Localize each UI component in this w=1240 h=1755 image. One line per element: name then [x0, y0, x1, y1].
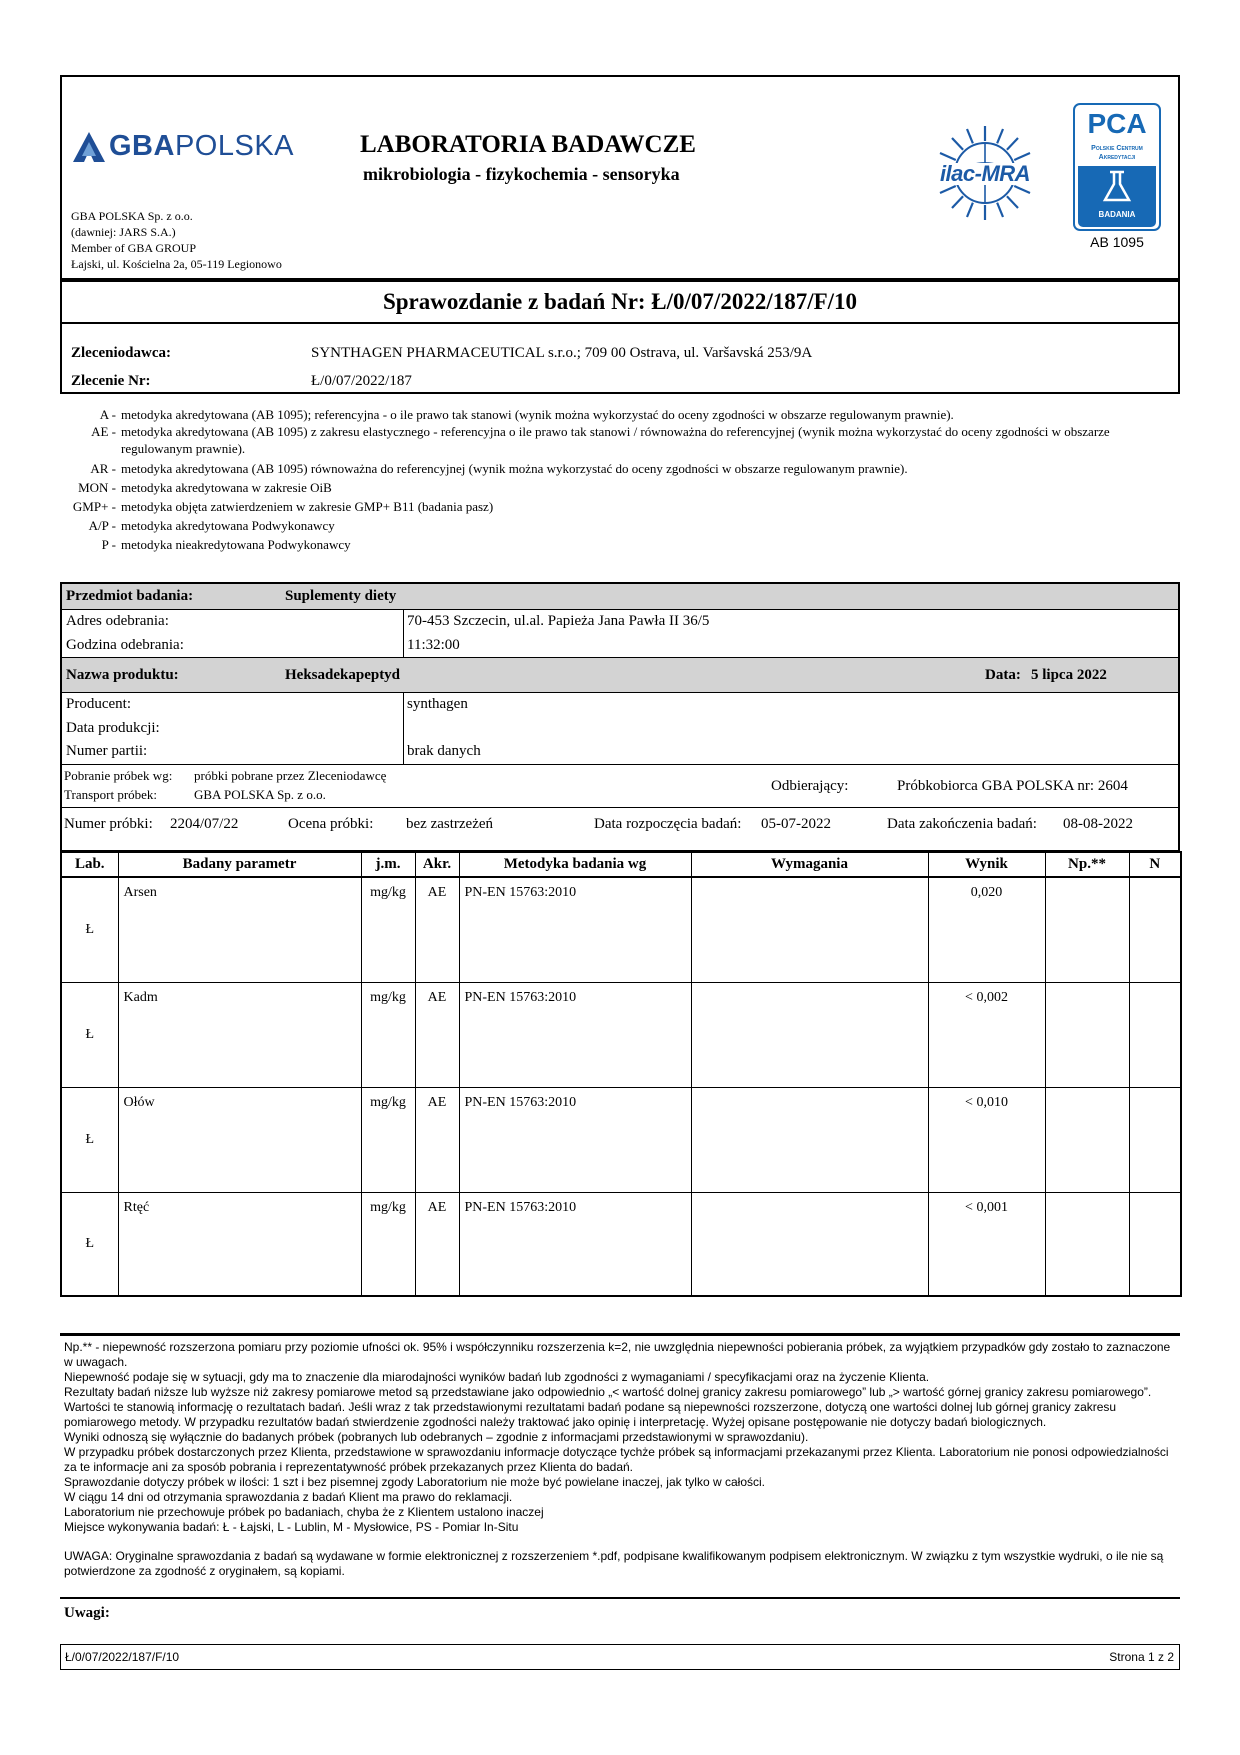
assessment-label: Ocena próbki: — [288, 816, 374, 832]
subject-row — [62, 584, 1178, 609]
cell-param: Ołów — [118, 1087, 361, 1192]
client-label: Zleceniodawca: — [71, 345, 171, 361]
cell-np — [1045, 1192, 1129, 1296]
col-header: Metodyka badania wg — [459, 852, 691, 877]
transport-label: Transport próbek: — [64, 787, 158, 802]
cell-result: < 0,002 — [928, 982, 1045, 1087]
start-label: Data rozpoczęcia badań: — [594, 816, 742, 832]
cell-n — [1129, 982, 1181, 1087]
start-value: 05-07-2022 — [761, 816, 831, 832]
note-line: Niepewność podaje się w sytuacji, gdy ma to znaczenie dla miarodajności wyników badań lub zgodności z wymaganiami / specyfikacjami oraz na życzenie Klienta. — [64, 1370, 930, 1384]
cell-akr: AE — [415, 982, 459, 1087]
col-header: Badany parametr — [118, 852, 361, 877]
table-row — [61, 877, 1181, 982]
note-line: Rezultaty badań niższe lub wyższe niż zakresy pomiarowe metod są przedstawiane jako odpowiednio „< wartość dolnej granicy zakresu pomiarowego” lub „> wartość górnej granicy zakresu pomiarowego”. Wartości te stanowią informację o rezultatach badań. Jeśli wraz z tak przedstawionymi rezultatami badań podane są niepewności rozszerzone, dotyczą one wartości dolnej lub górnej granicy zakresu pomiarowego metody. W przypadku rezultatów badań stwierdzenie zgodności należy traktować jako opinię i interpretację. Wyżej opisane postępowanie nie dotyczy badań biologicznych. — [64, 1385, 1152, 1429]
legend-text: metodyka akredytowana (AB 1095) z zakresu elastycznego - referencyjna o ile prawo tak stanowi / równoważna do referencyjnej (wynik można wykorzystać do oceny zgodności w obszarze regulowanym prawnie). — [121, 424, 1110, 456]
end-label: Data zakończenia badań: — [887, 816, 1037, 832]
table-row — [61, 1192, 1181, 1296]
col-header: N — [1129, 852, 1181, 877]
cell-n — [1129, 877, 1181, 982]
legend-code: A/P - — [88, 518, 116, 533]
legend-code: MON - — [78, 480, 116, 495]
company-line: GBA POLSKA Sp. z o.o. — [71, 209, 193, 223]
pca-badge — [1078, 166, 1156, 227]
note-line: Sprawozdanie dotyczy próbek w ilości: 1 szt i bez pisemnej zgody Laboratorium nie może być powielane inaczej, jak tylko w całości. — [64, 1475, 765, 1489]
cell-akr: AE — [415, 1192, 459, 1296]
legend-text: metodyka akredytowana w zakresie OiB — [121, 480, 332, 495]
divider — [60, 807, 1180, 808]
divider — [60, 692, 1180, 693]
pca-badania: BADANIA — [1098, 210, 1136, 219]
receiver-label: Odbierający: — [771, 778, 849, 794]
receiver-value: Próbkobiorca GBA POLSKA nr: 2604 — [897, 778, 1128, 794]
pca-title: PCA — [1087, 108, 1147, 139]
logo-text-bold: GBA — [109, 130, 175, 162]
cell-akr: AE — [415, 877, 459, 982]
footer-report-no: Ł/0/07/2022/187/F/10 — [65, 1650, 180, 1664]
legend — [60, 406, 1170, 553]
legend-code: GMP+ - — [72, 499, 116, 514]
results-table — [60, 851, 1182, 1297]
company-line: Member of GBA GROUP — [71, 241, 196, 255]
col-header: j.m. — [361, 852, 415, 877]
cell-method: PN-EN 15763:2010 — [459, 1192, 691, 1296]
note-line: W ciągu 14 dni od otrzymania sprawozdania z badań Klient ma prawo do reklamacji. — [64, 1490, 513, 1504]
pca-sub2: Akredytacji — [1098, 154, 1136, 161]
client-value: SYNTHAGEN PHARMACEUTICAL s.r.o.; 709 00 Ostrava, ul. Varšavská 253/9A — [311, 345, 813, 361]
legend-text: metodyka akredytowana Podwykonawcy — [121, 518, 335, 533]
divider — [60, 609, 1180, 610]
footer-page: Strona 1 z 2 — [1109, 1650, 1174, 1664]
col-header: Wynik — [928, 852, 1045, 877]
order-label: Zlecenie Nr: — [71, 373, 151, 389]
cell-method: PN-EN 15763:2010 — [459, 877, 691, 982]
cell-n — [1129, 1087, 1181, 1192]
legend-text: metodyka objęta zatwierdzeniem w zakresie GMP+ B11 (badania pasz) — [121, 499, 494, 514]
batch-value: brak danych — [407, 743, 481, 759]
address-label: Adres odebrania: — [66, 613, 169, 629]
notes-top-rule — [60, 1333, 1180, 1336]
cell-lab: Ł — [61, 877, 118, 982]
cell-lab: Ł — [61, 982, 118, 1087]
legend-code: A - — [99, 407, 116, 422]
cell-req — [691, 877, 928, 982]
table-header-row — [61, 852, 1181, 877]
note-line: Laboratorium nie przechowuje próbek po badaniach, chyba że z Klientem ustalono inaczej — [64, 1505, 544, 1519]
remarks-rule — [60, 1597, 1180, 1599]
logo-text-light: POLSKA — [174, 130, 295, 162]
transport-value: GBA POLSKA Sp. z o.o. — [194, 787, 326, 802]
cell-akr: AE — [415, 1087, 459, 1192]
sampling-label: Pobranie próbek wg: — [64, 768, 173, 783]
pca-logo — [1073, 103, 1161, 231]
cell-result: < 0,010 — [928, 1087, 1045, 1192]
legend-code: AE - — [91, 424, 116, 439]
ilac-text: ilac-MRA — [939, 161, 1031, 186]
note-line: W przypadku próbek dostarczonych przez Klienta, przedstawione w sprawozdaniu informacje dotyczące tychże próbek są informacjami przekazanymi przez Klienta. Laboratorium nie ponosi odpowiedzialności za te informacje ani za sposób pobrania i reprezentatywność próbek przekazanych przez Klienta do badań. — [64, 1445, 1169, 1474]
company-line: (dawniej: JARS S.A.) — [71, 225, 176, 239]
sampling-value: próbki pobrane przez Zleceniodawcę — [194, 768, 387, 783]
company-line: Łajski, ul. Kościelna 2a, 05-119 Legionowo — [71, 257, 282, 271]
product-label: Nazwa produktu: — [66, 667, 179, 683]
cell-lab: Ł — [61, 1087, 118, 1192]
cell-result: < 0,001 — [928, 1192, 1045, 1296]
company-info — [71, 208, 282, 272]
cell-req — [691, 1192, 928, 1296]
cell-method: PN-EN 15763:2010 — [459, 1087, 691, 1192]
legend-code: AR - — [90, 461, 116, 476]
divider — [403, 692, 404, 764]
cell-result: 0,020 — [928, 877, 1045, 982]
prod-date-label: Data produkcji: — [66, 720, 160, 736]
cell-unit: mg/kg — [361, 982, 415, 1087]
cell-req — [691, 982, 928, 1087]
ab-number: AB 1095 — [1090, 234, 1144, 250]
order-value: Ł/0/07/2022/187 — [311, 373, 412, 389]
subject-label: Przedmiot badania: — [66, 588, 194, 604]
cell-param: Arsen — [118, 877, 361, 982]
sample-no-value: 2204/07/22 — [170, 816, 239, 832]
col-header: Wymagania — [691, 852, 928, 877]
lab-title: LABORATORIA BADAWCZE — [360, 131, 696, 158]
cell-param: Kadm — [118, 982, 361, 1087]
cell-np — [1045, 1087, 1129, 1192]
table-row — [61, 1087, 1181, 1192]
cell-n — [1129, 1192, 1181, 1296]
ilac-mra-logo — [928, 123, 1042, 223]
cell-lab: Ł — [61, 1192, 118, 1296]
legend-text: metodyka akredytowana (AB 1095); referencyjna - o ile prawo tak stanowi (wynik można wykorzystać do oceny zgodności w obszarze regulowanym prawnie). — [121, 407, 954, 422]
time-label: Godzina odebrania: — [66, 637, 184, 653]
flask-icon — [1078, 166, 1156, 211]
producer-value: synthagen — [407, 696, 468, 712]
table-row — [61, 982, 1181, 1087]
cell-unit: mg/kg — [361, 1087, 415, 1192]
cell-param: Rtęć — [118, 1192, 361, 1296]
notes — [64, 1340, 1172, 1579]
warning-text: UWAGA: Oryginalne sprawozdania z badań są wydawane w formie elektronicznej z rozszerzeniem *.pdf, podpisane kwalifikowanym podpisem elektronicznym. W związku z tym wszystkie wydruki, o ile nie są potwierdzone za zgodność z oryginałem, są kopiami. — [64, 1549, 1164, 1578]
assessment-value: bez zastrzeżeń — [406, 816, 494, 832]
cell-method: PN-EN 15763:2010 — [459, 982, 691, 1087]
cell-req — [691, 1087, 928, 1192]
producer-label: Producent: — [66, 696, 131, 712]
note-line: Miejsce wykonywania badań: Ł - Łajski, L - Lublin, M - Mysłowice, PS - Pomiar In-Situ — [64, 1520, 519, 1534]
cell-unit: mg/kg — [361, 877, 415, 982]
divider — [60, 764, 1180, 765]
date-label: Data: — [985, 667, 1021, 683]
address-value: 70-453 Szczecin, ul.al. Papieża Jana Pawła II 36/5 — [407, 613, 710, 629]
remarks-label: Uwagi: — [64, 1605, 110, 1621]
date-value: 5 lipca 2022 — [1031, 667, 1107, 683]
batch-label: Numer partii: — [66, 743, 148, 759]
col-header: Akr. — [415, 852, 459, 877]
pca-sub1: Polskie Centrum — [1091, 145, 1143, 152]
legend-code: P - — [101, 537, 116, 552]
cell-np — [1045, 982, 1129, 1087]
note-line: Np.** - niepewność rozszerzona pomiaru przy poziomie ufności ok. 95% i współczynniku rozszerzenia k=2, nie uwzględnia niepewności pobierania próbek, za wyjątkiem przypadków gdy zostało to zaznaczone w uwagach. — [64, 1340, 1171, 1369]
divider — [403, 609, 404, 657]
cell-np — [1045, 877, 1129, 982]
gba-logo-icon — [72, 131, 106, 163]
report-title: Sprawozdanie z badań Nr: Ł/0/07/2022/187/F/10 — [382, 289, 858, 314]
col-header: Np.** — [1045, 852, 1129, 877]
end-value: 08-08-2022 — [1063, 816, 1133, 832]
legend-text: metodyka akredytowana (AB 1095) równoważna do referencyjnej (wynik można wykorzystać do oceny zgodności w obszarze regulowanym prawnie). — [121, 461, 908, 476]
note-line: Wyniki odnoszą się wyłącznie do badanych próbek (pobranych lub odebranych – zgodnie z informacjami przedstawionymi w sprawozdaniu). — [64, 1430, 809, 1444]
sample-no-label: Numer próbki: — [64, 816, 153, 832]
subject-value: Suplementy diety — [285, 588, 397, 604]
product-value: Heksadekapeptyd — [285, 667, 401, 683]
footer-box — [60, 1644, 1180, 1670]
col-header: Lab. — [61, 852, 118, 877]
legend-text: metodyka nieakredytowana Podwykonawcy — [121, 537, 351, 552]
time-value: 11:32:00 — [407, 637, 460, 653]
lab-subtitle: mikrobiologia - fizykochemia - sensoryka — [363, 164, 680, 184]
cell-unit: mg/kg — [361, 1192, 415, 1296]
gba-logo — [72, 128, 307, 168]
